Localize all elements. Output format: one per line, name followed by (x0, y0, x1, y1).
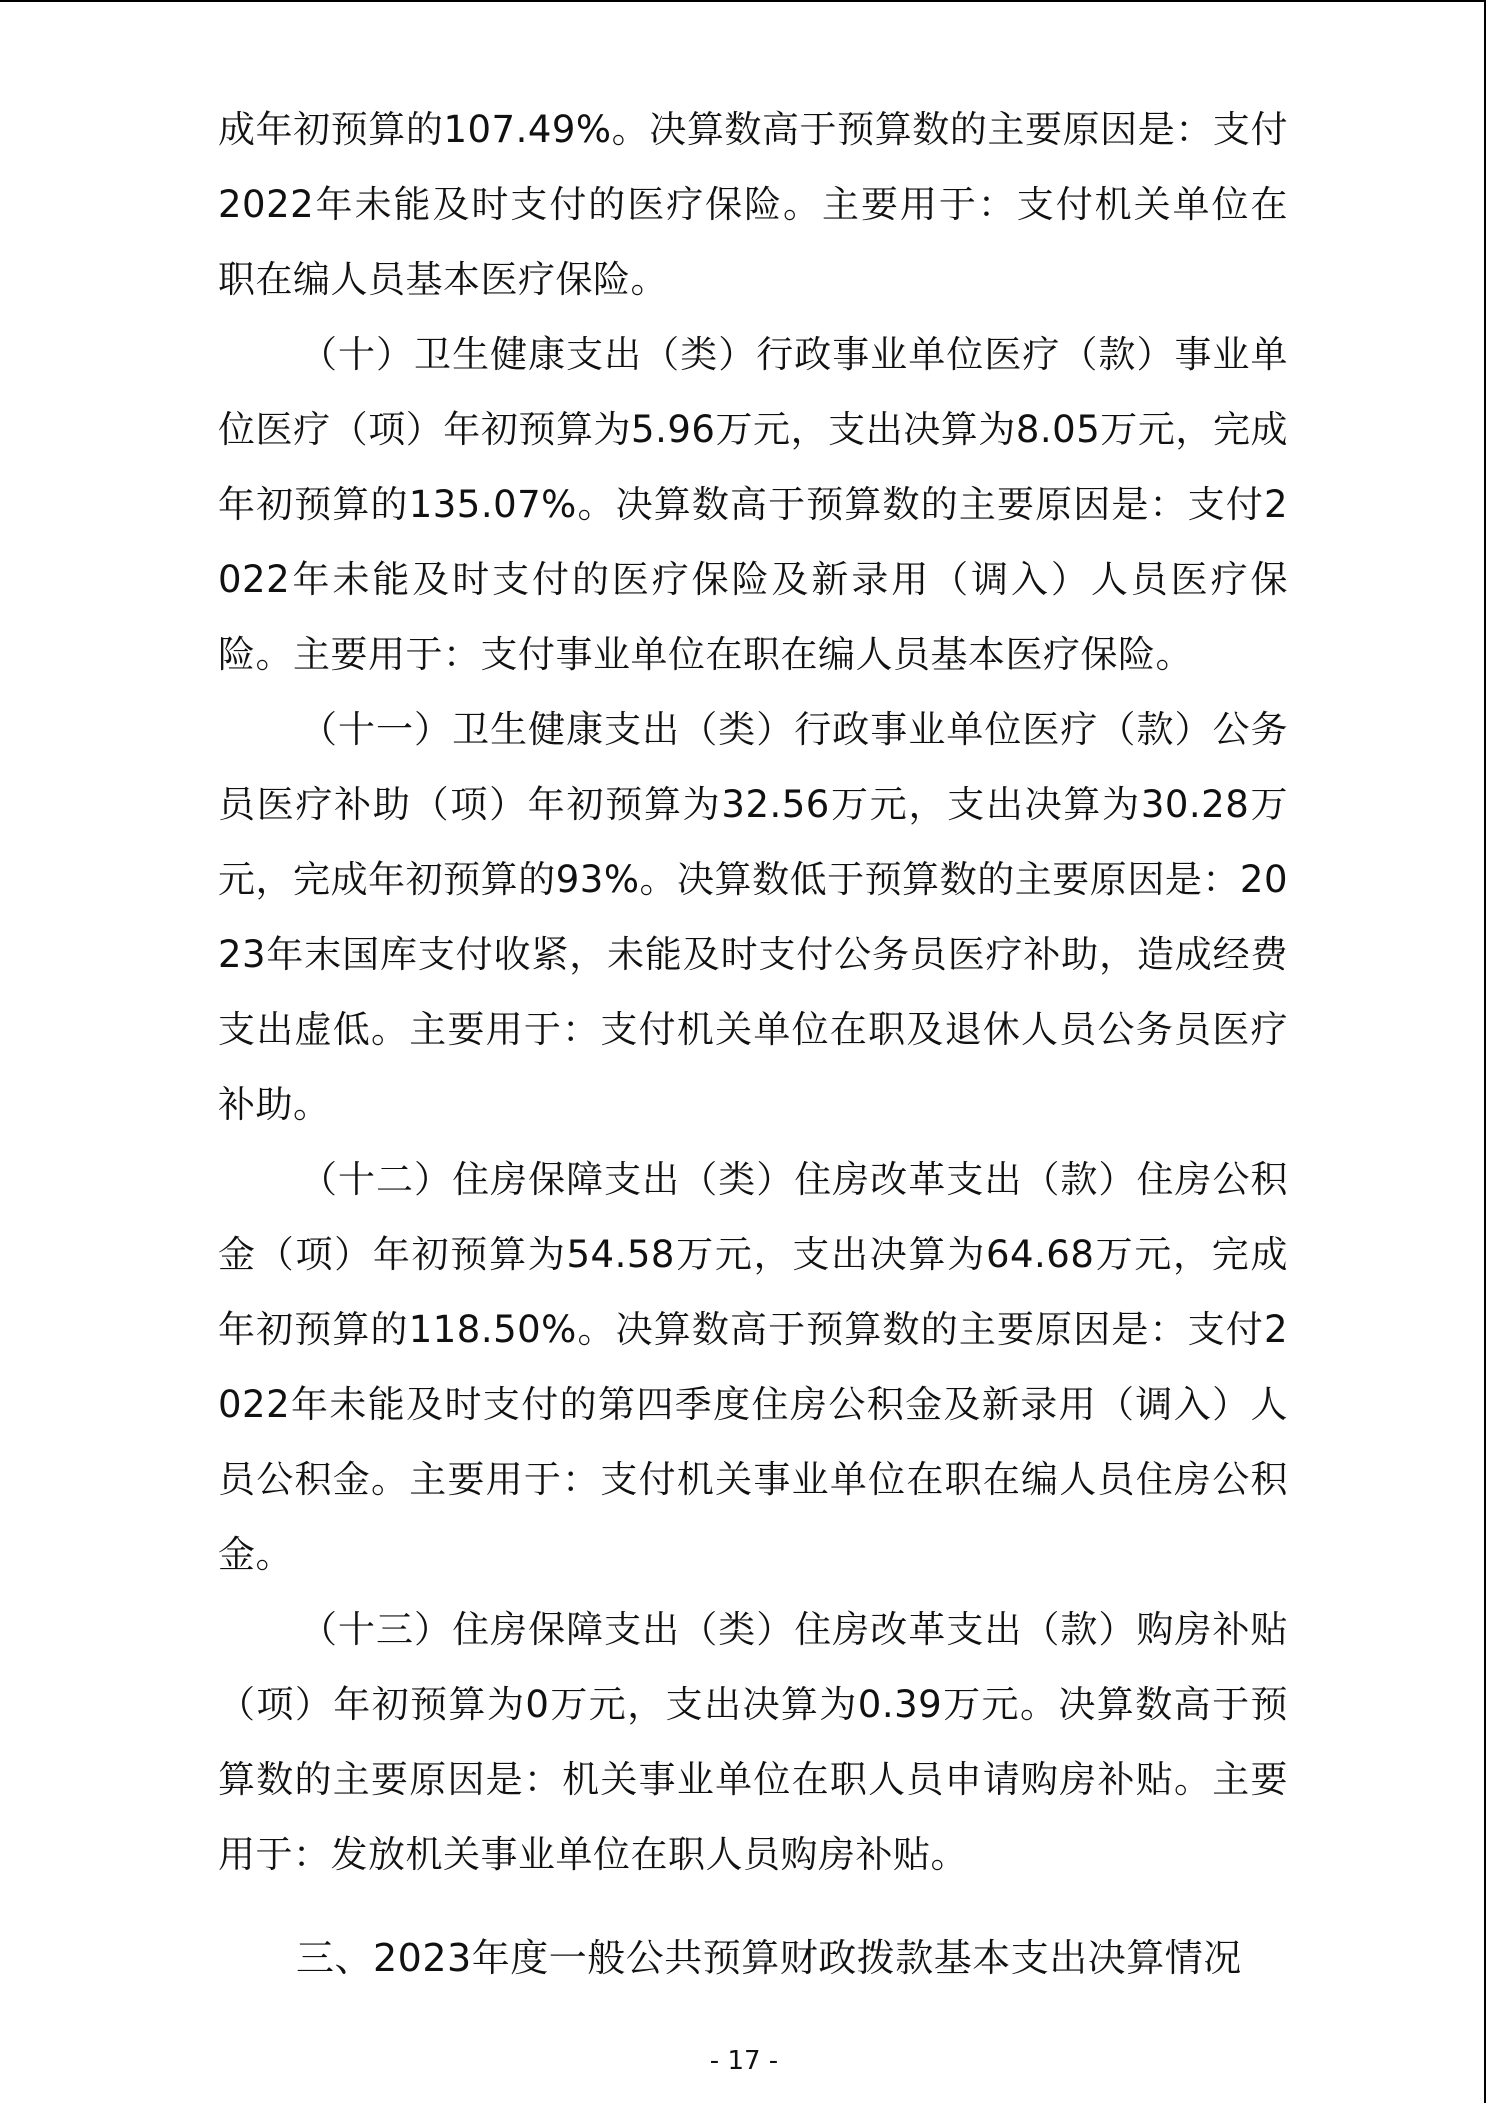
paragraph-item-10: （十）卫生健康支出（类）行政事业单位医疗（款）事业单位医疗（项）年初预算为5.96万元，支出决算为8.05万元，完成年初预算的135.07%。决算数高于预算数的主要原因是：支付2022年未能及时支付的医疗保险及新录用（调入）人员医疗保险。主要用于：支付事业单位在职在编人员基本医疗保险。 (218, 333, 1288, 676)
paragraph-item-13: （十三）住房保障支出（类）住房改革支出（款）购房补贴（项）年初预算为0万元，支出决算为0.39万元。决算数高于预算数的主要原因是：机关事业单位在职人员申请购房补贴。主要用于：发放机关事业单位在职人员购房补贴。 (218, 1608, 1288, 1876)
page-number: - 17 - (709, 2046, 779, 2076)
section-heading: 三、2023年度一般公共预算财政拨款基本支出决算情况 (296, 1936, 1242, 1980)
paragraph-continuation: 成年初预算的107.49%。决算数高于预算数的主要原因是：支付2022年未能及时支付的医疗保险。主要用于：支付机关单位在职在编人员基本医疗保险。 (218, 108, 1288, 301)
paragraph-item-12: （十二）住房保障支出（类）住房改革支出（款）住房公积金（项）年初预算为54.58万元，支出决算为64.68万元，完成年初预算的118.50%。决算数高于预算数的主要原因是：支付2022年未能及时支付的第四季度住房公积金及新录用（调入）人员公积金。主要用于：支付机关事业单位在职在编人员住房公积金。 (218, 1158, 1288, 1576)
document-body (218, 92, 1288, 1996)
paragraph-item-11: （十一）卫生健康支出（类）行政事业单位医疗（款）公务员医疗补助（项）年初预算为32.56万元，支出决算为30.28万元，完成年初预算的93%。决算数低于预算数的主要原因是：2023年末国库支付收紧，未能及时支付公务员医疗补助，造成经费支出虚低。主要用于：支付机关单位在职及退休人员公务员医疗补助。 (218, 708, 1288, 1126)
